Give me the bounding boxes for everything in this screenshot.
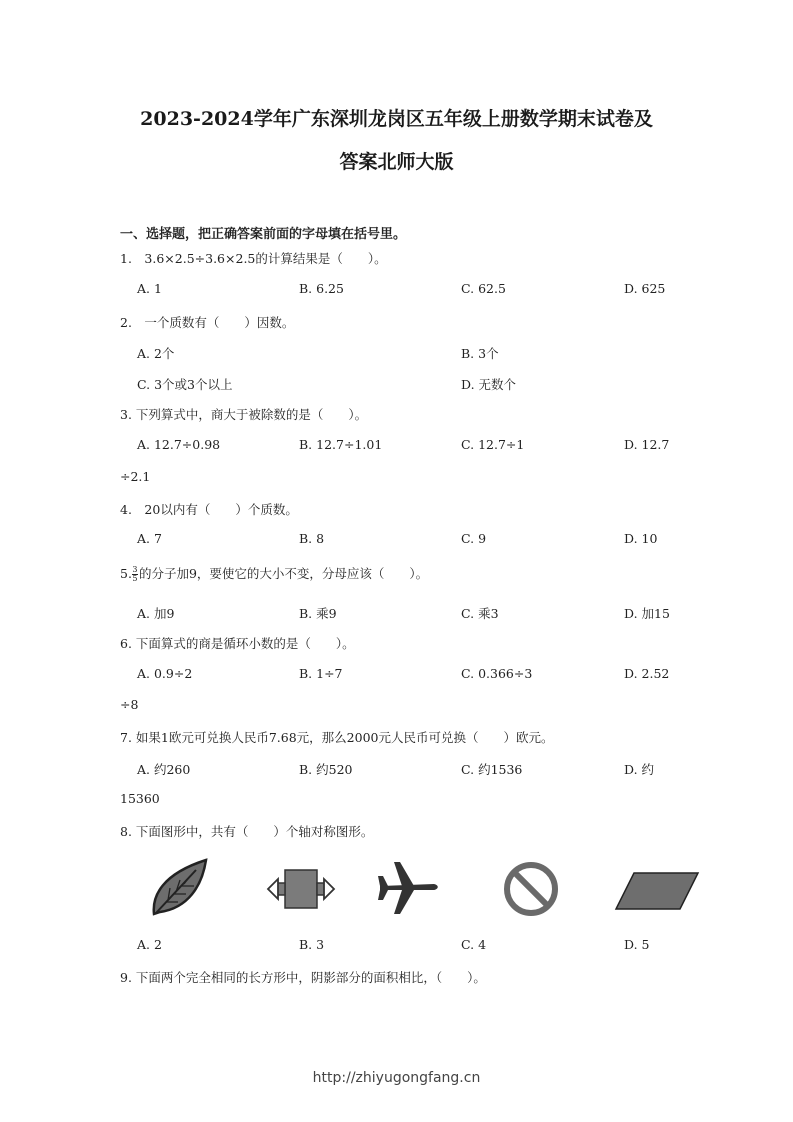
title-line-2: 答案北师大版 [339,151,454,173]
q5-option-c: C. 乘3 [461,606,499,621]
question-2: 2. 一个质数有（ ）因数。 [120,315,295,330]
double-arrow-square-figure [266,866,336,912]
q8-option-d: D. 5 [624,937,650,952]
q1-option-c: C. 62.5 [461,281,506,296]
q6-option-a: A. 0.9÷2 [137,666,193,681]
fraction [132,566,138,583]
q8-option-b: B. 3 [299,937,325,952]
q7-option-c: C. 约1536 [461,762,523,777]
q8-option-c: C. 4 [461,937,487,952]
leaf-figure [148,856,210,918]
q7-option-b: B. 约520 [299,762,353,777]
airplane-figure [376,860,440,916]
q7-option-d-continued: 15360 [120,791,160,806]
question-9: 9. 下面两个完全相同的长方形中，阴影部分的面积相比，（ ）。 [120,970,486,985]
q1-option-a: A. 1 [137,281,162,296]
question-7: 7. 如果1欧元可兑换人民币7.68元，那么2000元人民币可兑换（ ）欧元。 [120,730,554,745]
q5-option-a: A. 加9 [137,606,175,621]
q4-option-a: A. 7 [137,531,162,546]
q5-text: 的分子加9，要使它的大小不变，分母应该（ ）。 [138,566,429,581]
q6-option-d-continued: ÷8 [120,697,139,712]
title-line-1: 2023-2024学年广东深圳龙岗区五年级上册数学期末试卷及 [140,108,653,130]
q7-option-d: D. 约 [624,762,655,777]
q2-option-d: D. 无数个 [461,377,517,392]
q6-option-b: B. 1÷7 [299,666,343,681]
fraction-numerator: 3 [132,565,138,574]
q6-option-c: C. 0.366÷3 [461,666,533,681]
q3-option-c: C. 12.7÷1 [461,437,525,452]
q3-option-a: A. 12.7÷0.98 [137,437,221,452]
q3-option-d: D. 12.7 [624,437,670,452]
question-5 [120,564,428,583]
q8-option-a: A. 2 [137,937,162,952]
q5-option-b: B. 乘9 [299,606,337,621]
q2-option-b: B. 3个 [461,346,499,361]
q5-number: 5. [120,566,132,581]
footer-url[interactable]: http://zhiyugongfang.cn [312,1070,481,1086]
question-3: 3. 下列算式中，商大于被除数的是（ ）。 [120,407,368,422]
section-heading: 一、选择题，把正确答案前面的字母填在括号里。 [120,227,407,242]
fraction-denominator: 5 [132,574,138,583]
q2-option-a: A. 2个 [137,346,175,361]
q4-option-d: D. 10 [624,531,658,546]
q6-option-d: D. 2.52 [624,666,670,681]
prohibition-sign-figure [502,860,560,918]
q2-option-c: C. 3个或3个以上 [137,377,233,392]
question-8: 8. 下面图形中，共有（ ）个轴对称图形。 [120,824,374,839]
question-4: 4. 20以内有（ ）个质数。 [120,502,298,517]
question-6: 6. 下面算式的商是循环小数的是（ ）。 [120,636,355,651]
q4-option-c: C. 9 [461,531,487,546]
q1-option-b: B. 6.25 [299,281,344,296]
q1-option-d: D. 625 [624,281,666,296]
q7-option-a: A. 约260 [137,762,191,777]
question-1: 1. 3.6×2.5÷3.6×2.5的计算结果是（ ）。 [120,251,387,266]
q3-option-d-continued: ÷2.1 [120,469,151,484]
q3-option-b: B. 12.7÷1.01 [299,437,383,452]
parallelogram-figure [614,870,700,912]
q5-option-d: D. 加15 [624,606,670,621]
q4-option-b: B. 8 [299,531,325,546]
